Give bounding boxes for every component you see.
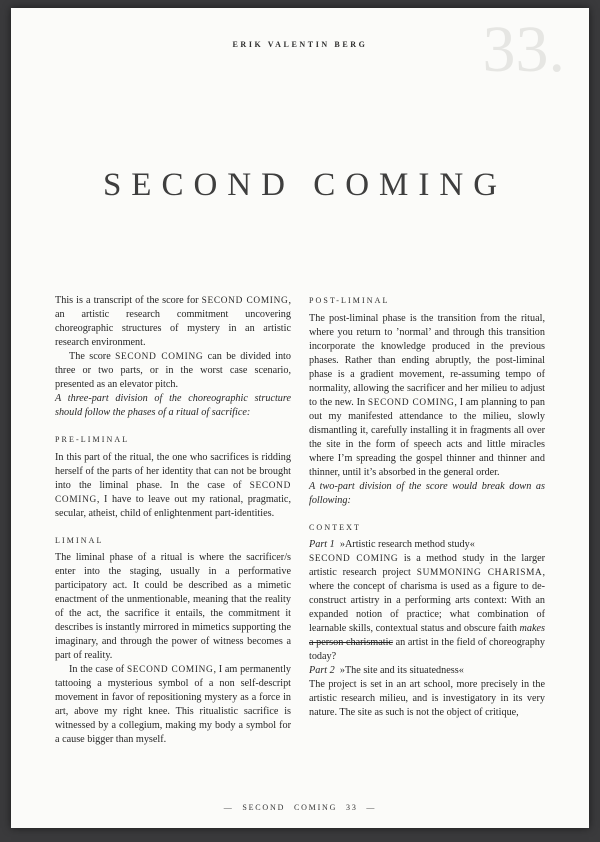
heading-post-liminal: POST-LIMINAL xyxy=(309,296,390,305)
two-part-division-note: A two-part division of the score would break down as following: xyxy=(309,480,545,506)
document-page xyxy=(11,8,589,828)
part-1-makes-italic: makes xyxy=(519,623,545,635)
part-1-title: »Artistic research method study« xyxy=(339,539,475,551)
part-1-struck-text: a person charismatic xyxy=(309,637,393,649)
intro-paragraph-1: This is a transcript of the score for SECOND COMING, an artistic research commitment uncovering choreographic structures of mystery in an artistic research environment. xyxy=(55,295,291,348)
right-column xyxy=(309,294,545,747)
part-1-text-before: SECOND COMING is a method study in the larger artistic research project SUMMONING CHARISMA, where the concept of charisma is used as a figure to de-construct artistry in a performing arts context: With an expanded notion of practice; what combination of learnable skills, contextual status and obscure faith xyxy=(309,553,546,635)
heading-context: CONTEXT xyxy=(309,522,362,532)
heading-liminal: LIMINAL xyxy=(55,535,104,545)
intro-paragraph-2: The score SECOND COMING can be divided into three or two parts, or in the worst case scenario, presented as an elevator pitch. xyxy=(55,350,291,390)
part-1-line xyxy=(309,538,545,552)
liminal-paragraph-1: The liminal phase of a ritual is where the sacrificer/s enter into the staging, usually in a performative participatory act. It could be described as a mimetic enactment of the unmentionable, meaning that the reality of the act, the sacrifice it entails, the commitment it describes is instantly mirrored in mimetics supporting the imaginary, and through the power of witness becomes a part of reality. xyxy=(55,552,291,662)
part-2-line xyxy=(309,664,545,678)
author-name: ERIK VALENTIN BERG xyxy=(232,40,368,49)
chapter-number-watermark: 33. xyxy=(482,13,565,86)
pre-liminal-paragraph: In this part of the ritual, the one who sacrifices is ridding herself of the parts of her identity that can not be brought into the liminal phase. In the case of SECOND COMING, I have to leave out my rational, pragmatic, secular, atheist, child of enlightenment part-identities. xyxy=(55,451,291,519)
page-footer: — SECOND COMING 33 — xyxy=(223,803,377,812)
post-liminal-paragraph: The post-liminal phase is the transition from the ritual, where you return to ’normal’ and through this transition incorporate the knowledge produced in the previous phases. Rather than ending abruptly, the post-liminal phase is a gradient movement, re-assuming tempo of normality, allowing the sacrificer and her milieu to adjust to the new. In SECOND COMING, I am planning to pan out my manifested attendance to the milieu, slowly dismantling it, carefully installing it in fragments all over the site in the form of speech acts and little miracles where I’m spreading the gospel thinner and thinner and thinner, until it’s absorbed in the general order. xyxy=(309,312,546,478)
text-columns xyxy=(11,294,589,747)
left-column xyxy=(55,294,291,747)
heading-pre-liminal: PRE-LIMINAL xyxy=(55,434,130,444)
three-part-division-note: A three-part division of the choreographic structure should follow the phases of a ritual of sacrifice: xyxy=(55,392,291,418)
part-2-label: Part 2 xyxy=(309,665,335,677)
part-1-paragraph xyxy=(309,552,545,664)
part-1-label: Part 1 xyxy=(309,539,335,551)
part-2-title: »The site and its situatedness« xyxy=(339,665,464,677)
part-1-text-after: an artist in the field of choreography today? xyxy=(309,637,545,663)
part-2-paragraph: The project is set in an art school, more precisely in the artistic research milieu, and is investigatory in its very nature. The site as such is not the object of critique, xyxy=(309,679,545,719)
page-title: SECOND COMING xyxy=(102,167,508,203)
liminal-paragraph-2: In the case of SECOND COMING, I am permanently tattooing a mysterious symbol of a non self-descript movement in favor of repositioning mystery as a force in art, above my right knee. This ritualistic sacrifice is witnessed by a collegium, making my body a symbol for a cause bigger than myself. xyxy=(55,664,292,746)
